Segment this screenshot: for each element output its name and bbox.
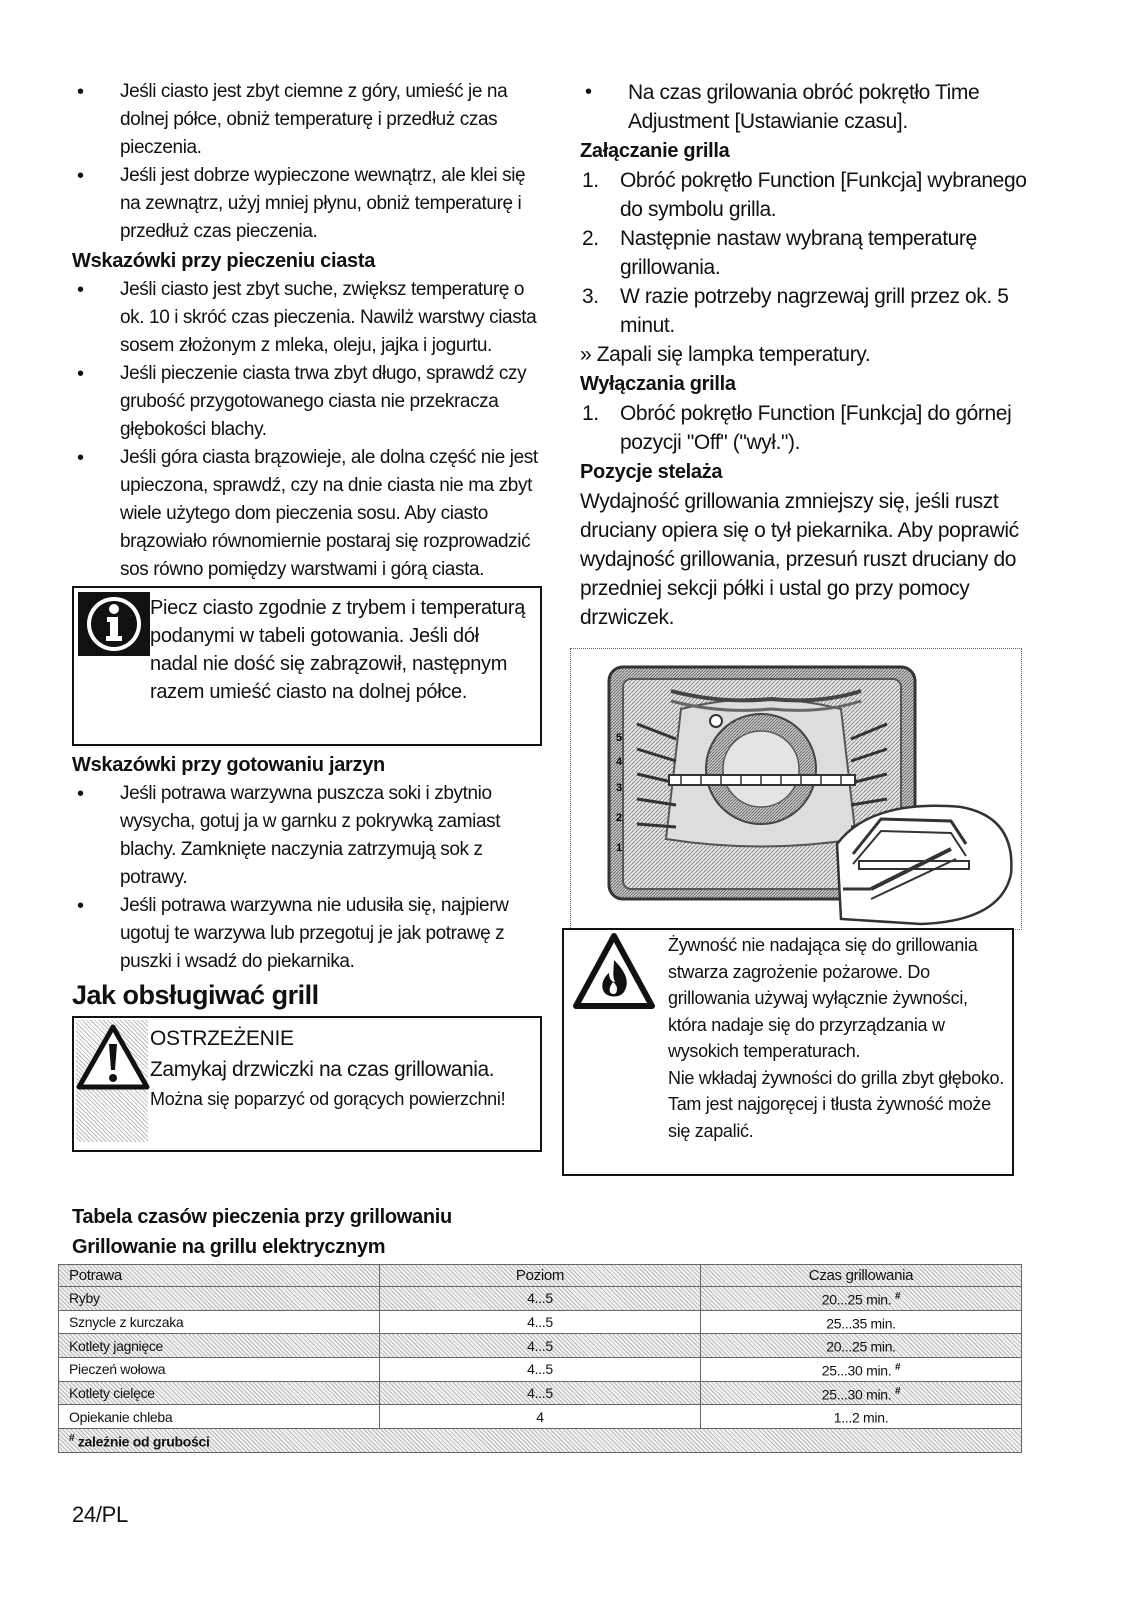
left-column bbox=[72, 78, 542, 1156]
table-header: Poziom bbox=[380, 1265, 701, 1287]
time-cell: 25...30 min. # bbox=[701, 1381, 1022, 1405]
step-item: 1. Obróć pokrętło Function [Funkcja] wybranego do symbolu grilla. bbox=[582, 169, 1027, 221]
oven-diagram bbox=[571, 649, 1021, 929]
fire-warning-paragraph: Nie wkładaj żywności do grilla zbyt głęboko. Tam jest najgoręcej i tłusta żywność może się zapalić. bbox=[668, 1067, 1004, 1141]
table-row bbox=[59, 1334, 1022, 1358]
table-header: Potrawa bbox=[59, 1265, 380, 1287]
right-column bbox=[580, 78, 1050, 632]
bullet-item: • Jeśli ciasto jest zbyt suche, zwiększ temperaturę o ok. 10 i skróć czas pieczenia. Nawilż warstwy ciasta sosem złożonym z mleka, oleju, jajka i jogurtu. bbox=[72, 276, 542, 360]
table-row bbox=[59, 1381, 1022, 1405]
bullet-item: • Jeśli ciasto jest zbyt ciemne z góry, umieść je na dolnej półce, obniż temperaturę i przedłuż czas pieczenia. bbox=[72, 78, 542, 162]
dish-cell: Kotlety cielęce bbox=[59, 1381, 380, 1405]
grilling-times-table bbox=[58, 1264, 1022, 1453]
table-header: Czas grillowania bbox=[701, 1265, 1022, 1287]
table-row bbox=[59, 1310, 1022, 1334]
bullets-top bbox=[72, 78, 542, 246]
warning-title: OSTRZEŻENIE bbox=[150, 1027, 294, 1050]
grill-on-result: » Zapali się lampka temperatury. bbox=[580, 343, 871, 366]
level-cell: 4...5 bbox=[380, 1357, 701, 1381]
level-cell: 4...5 bbox=[380, 1287, 701, 1311]
table-titles bbox=[72, 1202, 772, 1262]
info-icon bbox=[78, 592, 150, 656]
dish-cell: Sznycle z kurczaka bbox=[59, 1310, 380, 1334]
grill-off-steps bbox=[580, 399, 1050, 457]
bullet-item: • Na czas grilowania obróć pokrętło Time Adjustment [Ustawianie czasu]. bbox=[580, 78, 1050, 136]
time-cell: 1...2 min. bbox=[701, 1405, 1022, 1429]
bullet-item: • Jeśli jest dobrze wypieczone wewnątrz, ale klei się na zewnątrz, użyj mniej płynu, obniż temperaturę i przedłuż czas pieczenia. bbox=[72, 162, 542, 246]
level-cell: 4...5 bbox=[380, 1310, 701, 1334]
dish-cell: Ryby bbox=[59, 1287, 380, 1311]
warning-box bbox=[72, 1016, 542, 1152]
dish-cell: Pieczeń wołowa bbox=[59, 1357, 380, 1381]
warning-text: Zamykaj drzwiczki na czas grillowania. bbox=[150, 1058, 495, 1081]
bullet-item: • Jeśli potrawa warzywna puszcza soki i zbytnio wysycha, gotuj ja w garnku z pokrywką zamiast blachy. Zamknięte naczynia zatrzymują sok z potrawy. bbox=[72, 780, 542, 892]
step-item: 2. Następnie nastaw wybraną temperaturę grillowania. bbox=[582, 227, 977, 279]
bullet-item: • Jeśli potrawa warzywna nie udusiła się, najpierw ugotuj te warzywa lub przegotuj je jak potrawę z puszki i wsadź do piekarnika. bbox=[72, 892, 542, 976]
level-cell: 4...5 bbox=[380, 1334, 701, 1358]
table-header-row bbox=[59, 1265, 1022, 1287]
fire-warning-text bbox=[668, 932, 1008, 1144]
level-cell: 4...5 bbox=[380, 1381, 701, 1405]
info-note-text: Piecz ciasto zgodnie z trybem i temperaturą podanymi w tabeli gotowania. Jeśli dół nadal nie dość się zabrązowił, następnym razem umieść ciasto na dolnej półce. bbox=[150, 597, 526, 703]
info-note-box bbox=[72, 586, 542, 746]
level-cell: 4 bbox=[380, 1405, 701, 1429]
rack-level-label: 2 bbox=[616, 812, 623, 824]
veg-bullets bbox=[72, 780, 542, 976]
table-row bbox=[59, 1357, 1022, 1381]
grill-off-heading: Wyłączania grilla bbox=[580, 373, 736, 395]
dish-cell: Opiekanie chleba bbox=[59, 1405, 380, 1429]
oven-rack-illustration bbox=[570, 648, 1022, 930]
table-note-row bbox=[59, 1428, 1022, 1452]
grill-on-steps bbox=[580, 166, 1050, 340]
time-cell: 20...25 min. # bbox=[701, 1287, 1022, 1311]
warning-subtext: Można się poparzyć od gorących powierzchni! bbox=[150, 1089, 506, 1109]
table-subtitle: Grillowanie na grillu elektrycznym bbox=[72, 1236, 386, 1258]
page-number: 24/PL bbox=[72, 1502, 128, 1527]
bullet-item: • Jeśli góra ciasta brązowieje, ale dolna część nie jest upieczona, sprawdź, czy na dnie ciasta nie ma zbyt wiele użytego dom pieczenia sosu. Aby ciasto brązowiało równomiernie postaraj się rozprowadzić sos równo pomiędzy warstwami i górą ciasta. bbox=[72, 444, 542, 584]
time-cell: 25...30 min. # bbox=[701, 1357, 1022, 1381]
dish-cell: Kotlety jagnięce bbox=[59, 1334, 380, 1358]
rack-level-label: 3 bbox=[616, 782, 623, 794]
table-row bbox=[59, 1287, 1022, 1311]
rack-level-label: 5 bbox=[616, 732, 623, 744]
cake-bullets bbox=[72, 276, 542, 584]
table-row bbox=[59, 1405, 1022, 1429]
fire-warning-paragraph: Żywność nie nadająca się do grillowania stwarza zagrożenie pożarowe. Do grillowania używaj wyłącznie żywności, która nadaje się do przyrządzania w wysokich temperaturach. bbox=[668, 935, 978, 1061]
warning-triangle-icon bbox=[76, 1024, 150, 1090]
rack-heading: Pozycje stelaża bbox=[580, 461, 723, 483]
table-note: # zależnie od grubości bbox=[59, 1428, 1022, 1452]
time-cell: 20...25 min. bbox=[701, 1334, 1022, 1358]
grill-on-heading: Załączanie grilla bbox=[580, 140, 730, 162]
bullet-item: • Jeśli pieczenie ciasta trwa zbyt długo, sprawdź czy grubość przygotowanego ciasta nie przekracza głębokości blachy. bbox=[72, 360, 542, 444]
veg-heading: Wskazówki przy gotowaniu jarzyn bbox=[72, 754, 385, 776]
rack-level-label: 1 bbox=[616, 842, 623, 854]
fire-warning-box bbox=[562, 928, 1014, 1176]
step-item: 3. W razie potrzeby nagrzewaj grill przez ok. 5 minut. bbox=[582, 285, 1009, 337]
fire-hazard-icon bbox=[572, 930, 656, 1014]
table-title: Tabela czasów pieczenia przy grillowaniu bbox=[72, 1206, 452, 1228]
grill-section-heading: Jak obsługiwać grill bbox=[72, 980, 319, 1010]
step-item: 1. Obróć pokrętło Function [Funkcja] do górnej pozycji "Off" ("wył."). bbox=[582, 402, 1012, 454]
cake-heading: Wskazówki przy pieczeniu ciasta bbox=[72, 250, 376, 272]
rack-level-label: 4 bbox=[616, 756, 623, 768]
rack-text: Wydajność grillowania zmniejszy się, jeśli ruszt druciany opiera się o tył piekarnika. Aby poprawić wydajność grillowania, przesuń ruszt druciany do przedniej sekcji półki i ustal go przy pomocy drzwiczek. bbox=[580, 490, 1019, 629]
right-bullets bbox=[580, 78, 1050, 136]
time-cell: 25...35 min. bbox=[701, 1310, 1022, 1334]
